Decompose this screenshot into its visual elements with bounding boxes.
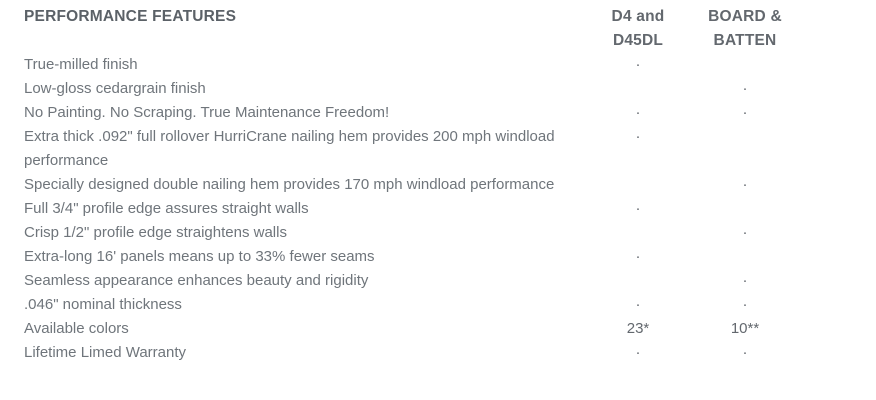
board-batten-dot-icon: · — [742, 344, 748, 361]
d4-d45dl-dot-icon: · — [635, 56, 641, 73]
feature-label: Crisp 1/2" profile edge straightens walls — [24, 224, 287, 241]
d4-d45dl-dot-icon: · — [635, 248, 641, 265]
table-body — [24, 53, 876, 365]
board-batten-value: 10** — [730, 320, 760, 337]
table-row — [24, 197, 876, 221]
table-row — [24, 245, 876, 269]
table-header-row — [24, 5, 876, 53]
feature-label: Available colors — [24, 320, 129, 337]
d4-d45dl-dot-icon: · — [635, 104, 641, 121]
table-row — [24, 101, 876, 125]
table-row — [24, 269, 876, 293]
table-row — [24, 317, 876, 341]
board-batten-dot-icon: · — [742, 80, 748, 97]
feature-label: Lifetime Limed Warranty — [24, 344, 186, 361]
table-row — [24, 53, 876, 77]
board-batten-dot-icon: · — [742, 224, 748, 241]
column-header-d4-d45dl — [602, 5, 674, 53]
table-row — [24, 125, 876, 173]
d4-d45dl-dot-icon: · — [635, 128, 641, 145]
table-row — [24, 77, 876, 101]
feature-label: Extra thick .092" full rollover HurriCrane nailing hem provides 200 mph windload performance — [24, 128, 555, 169]
feature-label: Full 3/4" profile edge assures straight walls — [24, 200, 309, 217]
column-header-bb-line1: BOARD & — [708, 8, 782, 25]
table-title: PERFORMANCE FEATURES — [24, 8, 237, 25]
column-header-d4-line1: D4 and — [611, 8, 665, 25]
table-row — [24, 221, 876, 245]
feature-label: Specially designed double nailing hem provides 170 mph windload performance — [24, 176, 555, 193]
column-header-d4-line2: D45DL — [612, 32, 664, 49]
feature-label: True-milled finish — [24, 56, 138, 73]
table-row — [24, 293, 876, 317]
feature-label: Low-gloss cedargrain finish — [24, 80, 206, 97]
board-batten-dot-icon: · — [742, 296, 748, 313]
table-row — [24, 173, 876, 197]
d4-d45dl-dot-icon: · — [635, 296, 641, 313]
board-batten-dot-icon: · — [742, 104, 748, 121]
table-row — [24, 341, 876, 365]
feature-label: .046" nominal thickness — [24, 296, 182, 313]
board-batten-dot-icon: · — [742, 272, 748, 289]
column-header-bb-line2: BATTEN — [713, 32, 777, 49]
feature-label: Extra-long 16' panels means up to 33% fewer seams — [24, 248, 375, 265]
d4-d45dl-dot-icon: · — [635, 344, 641, 361]
feature-label: Seamless appearance enhances beauty and rigidity — [24, 272, 369, 289]
d4-d45dl-value: 23* — [626, 320, 650, 337]
d4-d45dl-dot-icon: · — [635, 200, 641, 217]
board-batten-dot-icon: · — [742, 176, 748, 193]
feature-label: No Painting. No Scraping. True Maintenance Freedom! — [24, 104, 390, 121]
column-header-board-batten — [674, 5, 816, 53]
